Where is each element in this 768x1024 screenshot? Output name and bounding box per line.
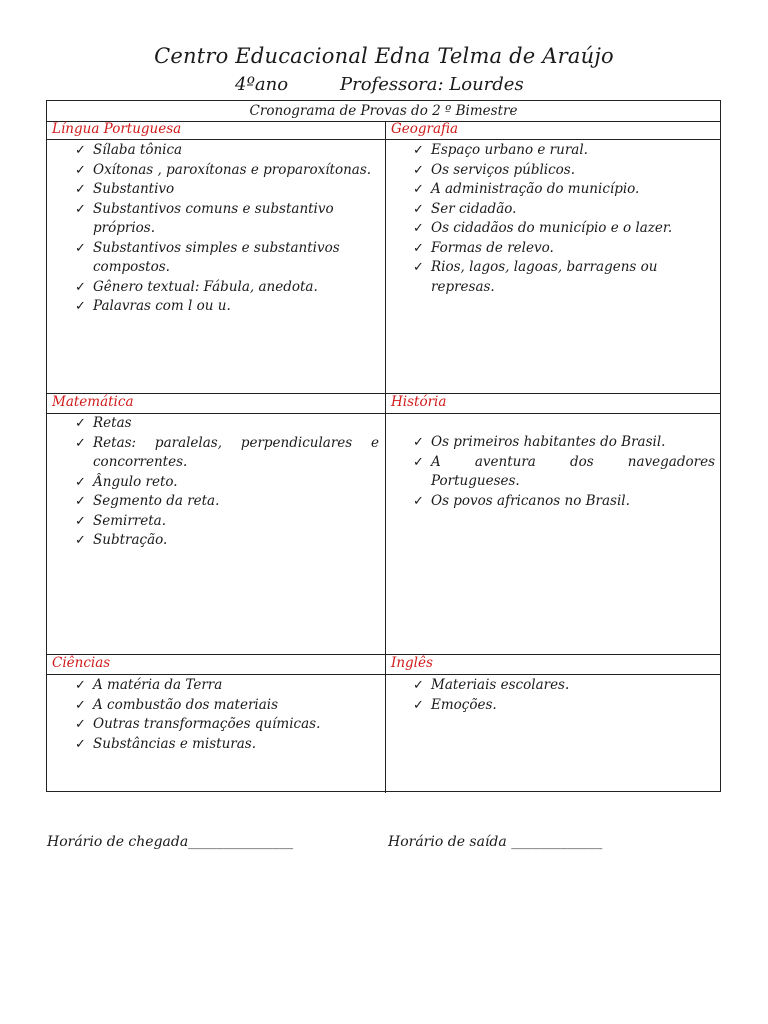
topic-text: Ser cidadão. <box>431 200 517 217</box>
subject-heading: Matemática <box>52 394 134 410</box>
topic-list <box>385 141 715 297</box>
topic-text: Retas <box>93 415 132 431</box>
exam-schedule-table <box>46 100 721 792</box>
topic-text: Palavras com l ou u. <box>93 298 231 314</box>
topic-text: A matéria da Terra <box>93 677 223 693</box>
subject-heading: Geografia <box>391 121 459 137</box>
subject-heading: História <box>391 394 447 410</box>
topic-item <box>47 676 377 696</box>
topic-list <box>385 433 715 511</box>
topic-text: Rios, lagos, lagoas, barragens ou represas. <box>431 259 658 295</box>
check-mark-icon: ✓ <box>413 678 424 693</box>
topic-item <box>47 414 379 434</box>
topic-text: Os cidadãos do município e o lazer. <box>431 220 673 236</box>
check-mark-icon: ✓ <box>75 474 86 490</box>
topic-item <box>47 180 377 200</box>
check-mark-icon: ✓ <box>75 162 86 178</box>
subject-heading: Língua Portuguesa <box>52 121 182 137</box>
topic-item <box>47 531 379 551</box>
topic-text: Semirreta. <box>93 512 167 529</box>
topic-list <box>47 141 377 317</box>
check-mark-icon: ✓ <box>75 678 86 693</box>
topic-list <box>47 676 377 754</box>
topic-item <box>47 278 377 298</box>
departure-time-field: Horário de saída _____________ <box>388 834 603 850</box>
check-mark-icon: ✓ <box>413 260 424 275</box>
topic-text: Sílaba tônica <box>93 142 183 158</box>
topic-item <box>47 492 379 512</box>
check-mark-icon: ✓ <box>75 416 86 431</box>
check-mark-icon: ✓ <box>75 494 86 509</box>
topic-item <box>385 492 715 512</box>
topic-item <box>385 696 715 716</box>
topic-text: Oxítonas , paroxítonas e proparoxítonas. <box>93 161 372 178</box>
topic-text: Materiais escolares. <box>431 677 570 693</box>
topic-item <box>385 219 715 239</box>
topic-text: Substantivos simples e substantivos compostos. <box>93 239 340 275</box>
divider <box>47 674 720 675</box>
check-mark-icon: ✓ <box>413 454 424 470</box>
divider <box>47 393 720 394</box>
divider <box>47 139 720 140</box>
check-mark-icon: ✓ <box>75 299 86 314</box>
topic-item <box>385 200 715 220</box>
topic-item <box>385 258 715 297</box>
check-mark-icon: ✓ <box>413 182 424 197</box>
check-mark-icon: ✓ <box>75 279 86 295</box>
check-mark-icon: ✓ <box>75 182 86 197</box>
topic-item <box>385 161 715 181</box>
topic-item <box>47 735 377 755</box>
topic-text: Subtração. <box>93 532 168 548</box>
topic-list <box>385 676 715 715</box>
topic-item <box>385 676 715 696</box>
topic-item <box>385 239 715 259</box>
topic-text: Segmento da reta. <box>93 493 220 509</box>
check-mark-icon: ✓ <box>413 162 424 178</box>
check-mark-icon: ✓ <box>75 201 86 217</box>
topic-text: Espaço urbano e rural. <box>431 142 588 158</box>
topic-item <box>47 161 377 181</box>
topic-text: A combustão dos materiais <box>93 696 279 713</box>
check-mark-icon: ✓ <box>75 533 86 548</box>
topic-text: Substantivo <box>93 181 175 197</box>
check-mark-icon: ✓ <box>413 493 424 509</box>
check-mark-icon: ✓ <box>413 435 424 450</box>
divider <box>47 654 720 655</box>
topic-text: A aventura dos navegadores Portugueses. <box>431 453 715 489</box>
topic-text: A administração do município. <box>431 181 640 197</box>
topic-item <box>385 141 715 161</box>
topic-text: Substâncias e misturas. <box>93 735 256 752</box>
topic-text: Gênero textual: Fábula, anedota. <box>93 278 318 295</box>
topic-list <box>47 414 379 551</box>
check-mark-icon: ✓ <box>413 221 424 236</box>
topic-item <box>385 433 715 453</box>
topic-text: Os povos africanos no Brasil. <box>431 492 630 509</box>
check-mark-icon: ✓ <box>75 717 86 732</box>
topic-item <box>47 473 379 493</box>
subject-heading: Inglês <box>391 655 433 671</box>
check-mark-icon: ✓ <box>413 697 424 713</box>
topic-item <box>47 434 379 473</box>
check-mark-icon: ✓ <box>413 240 424 256</box>
school-name: Centro Educacional Edna Telma de Araújo <box>154 44 614 68</box>
topic-item <box>47 512 379 532</box>
topic-text: Os primeiros habitantes do Brasil. <box>431 434 666 450</box>
topic-text: Retas: paralelas, perpendiculares e concorrentes. <box>93 434 379 470</box>
check-mark-icon: ✓ <box>75 513 86 529</box>
arrival-time-field: Horário de chegada_______________ <box>47 834 294 850</box>
topic-item <box>47 696 377 716</box>
topic-text: Emoções. <box>431 696 497 713</box>
topic-item <box>47 715 377 735</box>
topic-text: Outras transformações químicas. <box>93 716 321 732</box>
check-mark-icon: ✓ <box>413 201 424 217</box>
topic-item <box>47 200 377 239</box>
topic-text: Substantivos comuns e substantivo próprios. <box>93 200 334 236</box>
topic-item <box>47 239 377 278</box>
topic-item <box>385 180 715 200</box>
table-title: Cronograma de Provas do 2 º Bimestre <box>47 101 720 122</box>
topic-item <box>47 141 377 161</box>
topic-text: Formas de relevo. <box>431 239 554 256</box>
topic-text: Os serviços públicos. <box>431 161 576 178</box>
check-mark-icon: ✓ <box>75 435 86 451</box>
subject-heading: Ciências <box>52 655 111 671</box>
topic-item <box>385 453 715 492</box>
grade-label: 4ºano <box>235 74 289 95</box>
check-mark-icon: ✓ <box>413 143 424 158</box>
topic-item <box>47 297 377 317</box>
check-mark-icon: ✓ <box>75 736 86 752</box>
check-mark-icon: ✓ <box>75 697 86 713</box>
check-mark-icon: ✓ <box>75 240 86 256</box>
check-mark-icon: ✓ <box>75 143 86 158</box>
teacher-label: Professora: Lourdes <box>340 74 524 95</box>
topic-text: Ângulo reto. <box>93 473 178 490</box>
